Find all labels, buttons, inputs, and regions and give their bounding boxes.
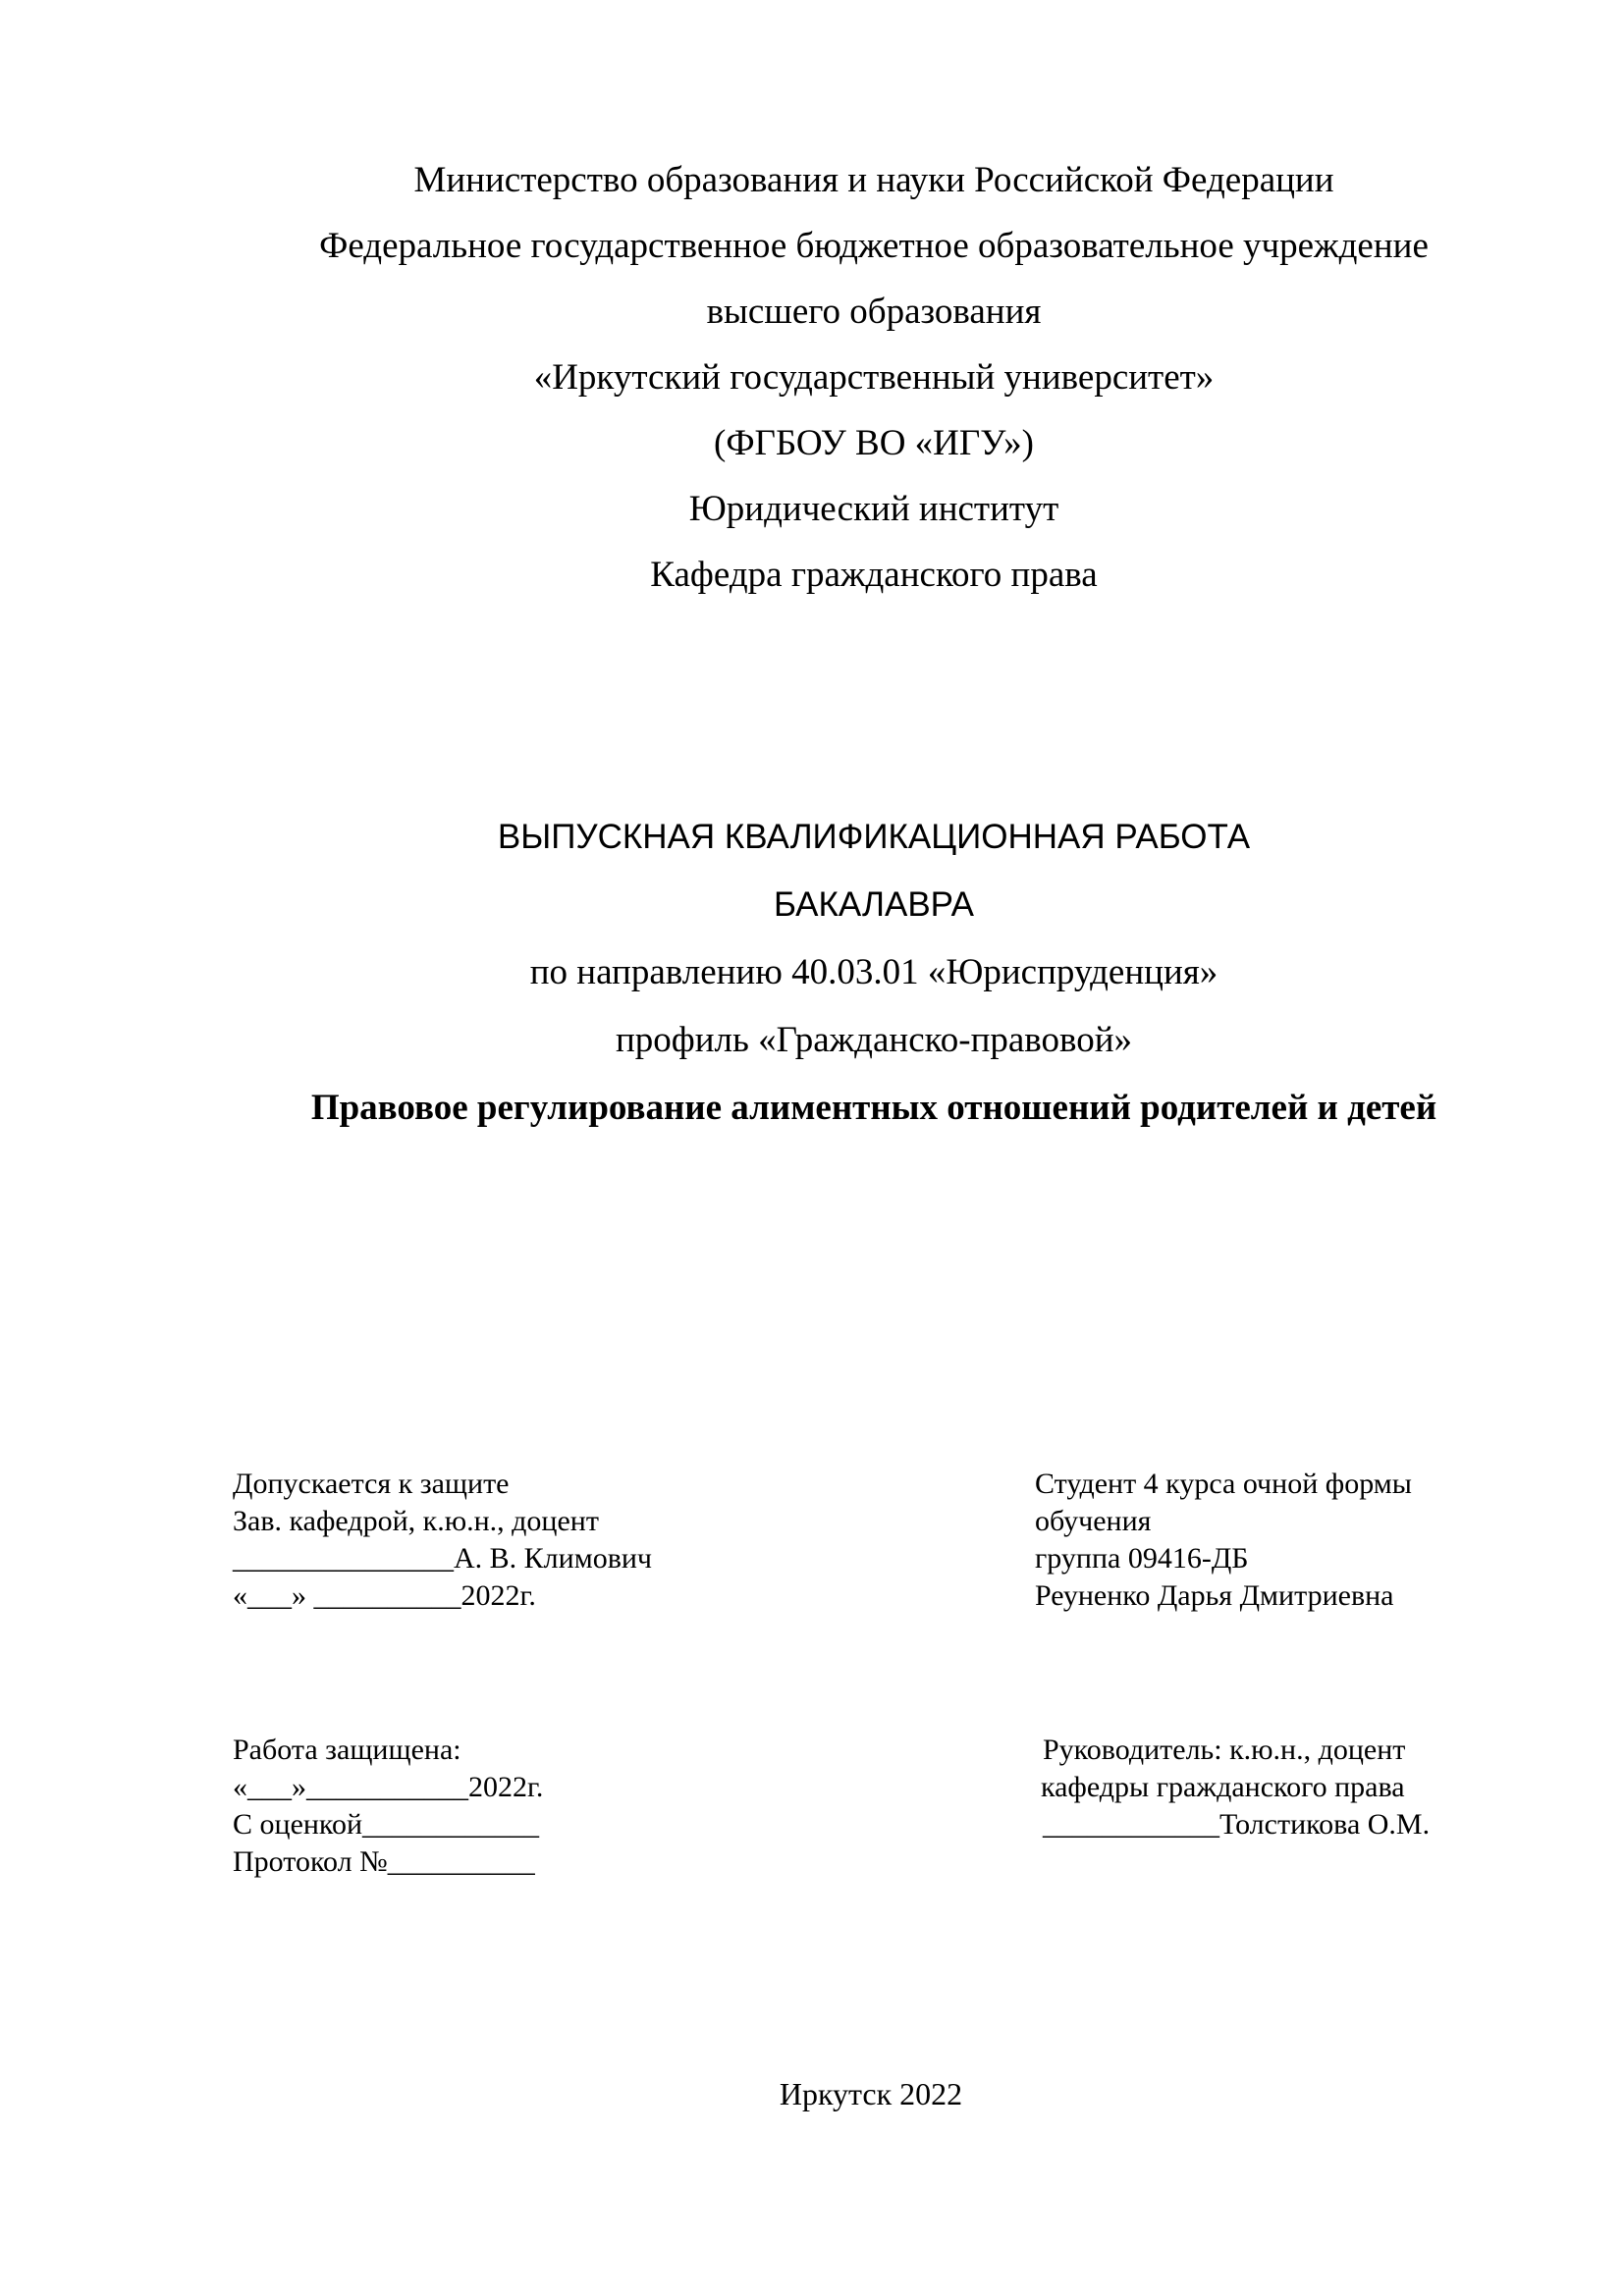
student-line2: обучения — [1035, 1505, 1152, 1537]
city-year: Иркутск 2022 — [779, 2076, 963, 2111]
supervisor-block — [1043, 1732, 1430, 1843]
institution-level-line: высшего образования — [706, 292, 1042, 332]
supervisor-line2: кафедры гражданского права — [1041, 1771, 1405, 1803]
ministry-line: Министерство образования и науки Российской Федерации — [413, 160, 1334, 200]
student-block — [1035, 1466, 1412, 1615]
admission-block — [233, 1466, 652, 1615]
work-type-line1: ВЫПУСКНАЯ КВАЛИФИКАЦИОННАЯ РАБОТА — [497, 818, 1251, 856]
defense-line1: Работа защищена: — [233, 1734, 461, 1766]
defense-block — [233, 1732, 543, 1881]
institution-type-line: Федеральное государственное бюджетное образовательное учреждение — [319, 226, 1429, 266]
title-block — [236, 803, 1512, 1142]
work-type-line2: БАКАЛАВРА — [773, 885, 975, 924]
defense-date-line: «___»___________2022г. — [233, 1771, 544, 1803]
defense-protocol-line: Протокол №__________ — [233, 1845, 535, 1878]
student-line1: Студент 4 курса очной формы — [1035, 1468, 1412, 1500]
thesis-topic: Правовое регулирование алиментных отношений родителей и детей — [310, 1088, 1437, 1128]
direction-line: по направлению 40.03.01 «Юриспруденция» — [529, 952, 1218, 992]
admission-date-line: «___» __________2022г. — [233, 1579, 536, 1612]
institute-line: Юридический институт — [688, 489, 1059, 529]
admission-signature-line: _______________А. В. Климович — [233, 1542, 653, 1575]
department-line: Кафедра гражданского права — [650, 555, 1098, 595]
student-name: Реуненко Дарья Дмитриевна — [1035, 1579, 1394, 1612]
student-group: группа 09416-ДБ — [1035, 1542, 1249, 1575]
supervisor-line1: Руководитель: к.ю.н., доцент — [1043, 1734, 1406, 1766]
profile-line: профиль «Гражданско-правовой» — [615, 1020, 1133, 1060]
abbreviation-line: (ФГБОУ ВО «ИГУ») — [714, 423, 1034, 463]
admission-line2: Зав. кафедрой, к.ю.н., доцент — [233, 1505, 599, 1537]
university-line: «Иркутский государственный университет» — [533, 357, 1215, 398]
supervisor-signature-line: ____________Толстикова О.М. — [1043, 1808, 1431, 1841]
header — [236, 147, 1512, 608]
admission-line1: Допускается к защите — [233, 1468, 510, 1500]
defense-grade-line: С оценкой____________ — [233, 1808, 540, 1841]
